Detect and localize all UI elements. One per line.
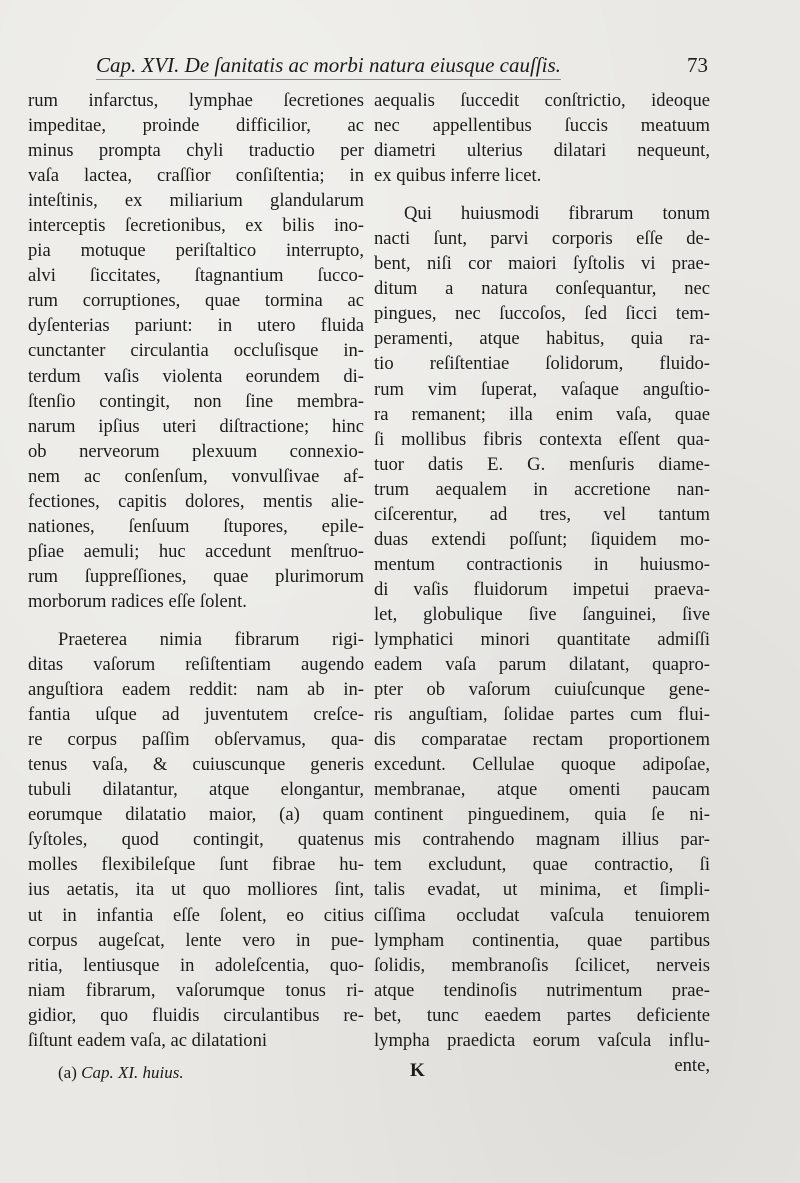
text-line: eadem vaſa parum dilatant, quapro- (374, 654, 710, 676)
text-line: duas extendi poſſunt; ſiquidem mo- (374, 528, 710, 550)
text-line: ciſſima occludat vaſcula tenuiorem (374, 904, 710, 926)
text-line: let, globulique ſive ſanguinei, ſive (374, 603, 710, 625)
text-line: corpus augeſcat, lente vero in pue- (28, 929, 364, 951)
text-line: pter ob vaſorum cuiuſcunque gene- (374, 679, 710, 701)
text-line: diametri ulterius dilatari nequeunt, (374, 140, 710, 162)
text-line: anguſtiora eadem reddit: nam ab in- (28, 679, 364, 701)
right-paragraph-2 (374, 201, 710, 1078)
text-line: peramenti, atque habitus, quia ra- (374, 328, 710, 350)
text-line: ditas vaſorum reſiſtentiam augendo (28, 654, 364, 676)
text-line: pia motuque periſtaltico interrupto, (28, 240, 364, 262)
paragraph-gap (374, 188, 710, 201)
right-paragraph-1 (374, 88, 710, 188)
left-column (28, 88, 364, 1053)
text-line: ut in infantia eſſe ſolent, eo citius (28, 904, 364, 926)
text-line: mis contrahendo magnam illius par- (374, 829, 710, 851)
text-line: bet, tunc eaedem partes deficiente (374, 1004, 710, 1026)
text-line: ſtenſio contingit, non ſine membra- (28, 390, 364, 412)
text-line: ciſcerentur, ad tres, vel tantum (374, 503, 710, 525)
text-line: ente, (674, 1054, 710, 1076)
text-line: rum corruptiones, quae tormina ac (28, 290, 364, 312)
text-line: trum aequalem in accretione nan- (374, 478, 710, 500)
text-line: ſolidis, membranoſis ſcilicet, nerveis (374, 954, 710, 976)
page-number: 73 (687, 53, 708, 77)
text-line: ius aetatis, ita ut quo molliores ſint, (28, 879, 364, 901)
text-line: ritia, lentiusque in adoleſcentia, quo- (28, 954, 364, 976)
text-line: nacti ſunt, parvi corporis eſſe de- (374, 228, 710, 250)
paragraph-gap (28, 614, 364, 627)
text-line: dyſenterias pariunt: in utero fluida (28, 315, 364, 337)
text-line: talis evadat, ut minima, et ſimpli- (374, 879, 710, 901)
text-line: fantia uſque ad juventutem creſce- (28, 704, 364, 726)
text-line: ditum a natura conſequantur, nec (374, 278, 710, 300)
text-line: alvi ſiccitates, ſtagnantium ſucco- (28, 265, 364, 287)
text-line: gidior, quo fluidis circulantibus re- (28, 1004, 364, 1026)
text-line: Praeterea nimia fibrarum rigi- (58, 628, 364, 650)
text-line: eorumque dilatatio maior, (a) quam (28, 804, 364, 826)
text-line: ſiſtunt eadem vaſa, ac dilatationi (28, 1029, 268, 1051)
text-line: rum ſuppreſſiones, quae plurimorum (28, 565, 364, 587)
footnote-text: Cap. XI. huius. (81, 1063, 184, 1082)
text-line: ra remanent; illa enim vaſa, quae (374, 403, 710, 425)
text-line: ex quibus inferre licet. (374, 165, 542, 187)
text-line: ob nerveorum plexuum connexio- (28, 440, 364, 462)
text-line: interceptis ſecretionibus, ex bilis ino- (28, 215, 364, 237)
text-line: ſi mollibus fibris contexta eſſent qua- (374, 428, 710, 450)
text-line: nec appellentibus ſuccis meatuum (374, 115, 710, 137)
footnote (58, 1062, 184, 1084)
text-line: tenus vaſa, & cuiuscunque generis (28, 754, 364, 776)
left-paragraph-1 (28, 88, 364, 614)
footnote-marker: (a) (58, 1063, 77, 1082)
text-line: dis comparatae rectam proportionem (374, 729, 710, 751)
running-title: Cap. XVI. De ſanitatis ac morbi natura eiusque cauſſis. (96, 52, 561, 80)
text-line: impeditae, proinde difficilior, ac (28, 115, 364, 137)
text-line: morborum radices eſſe ſolent. (28, 590, 247, 612)
text-line: fectiones, capitis dolores, mentis alie- (28, 490, 364, 512)
right-column (374, 88, 710, 1078)
text-line: tubuli dilatantur, atque elongantur, (28, 779, 364, 801)
text-line: excedunt. Cellulae quoque adipoſae, (374, 754, 710, 776)
text-line: bent, niſi cor maiori ſyſtolis vi prae- (374, 253, 710, 275)
text-line: lympham continentia, quae partibus (374, 929, 710, 951)
text-line: tio reſiſtentiae ſolidorum, fluido- (374, 353, 710, 375)
text-line: tuor datis E. G. menſuris diame- (374, 453, 710, 475)
text-line: atque tendinoſis nutrimentum prae- (374, 979, 710, 1001)
signature-mark: K (410, 1060, 425, 1081)
text-line: ris anguſtiam, ſolidae partes cum flui- (374, 704, 710, 726)
text-line: continent pinguedinem, quia ſe ni- (374, 804, 710, 826)
text-line: minus prompta chyli traductio per (28, 140, 364, 162)
text-line: niam fibrarum, vaſorumque tonus ri- (28, 979, 364, 1001)
text-line: tem excludunt, quae contractio, ſi (374, 854, 710, 876)
text-line: terdum vaſis violenta eorundem di- (28, 365, 364, 387)
text-line: narum ipſius uteri diſtractione; hinc (28, 415, 364, 437)
text-line: mentum contractionis in huiusmo- (374, 553, 710, 575)
text-line: pſiae aemuli; huc accedunt menſtruo- (28, 540, 364, 562)
text-line: molles flexibileſque ſunt fibrae hu- (28, 854, 364, 876)
text-line: nationes, ſenſuum ſtupores, epile- (28, 515, 364, 537)
text-line: cunctanter circulantia occluſisque in- (28, 340, 364, 362)
text-line: rum infarctus, lymphae ſecretiones (28, 90, 364, 111)
text-line: ſyſtoles, quod contingit, quatenus (28, 829, 364, 851)
text-line: inteſtinis, ex miliarium glandularum (28, 190, 364, 212)
text-line: membranae, atque omenti paucam (374, 779, 710, 801)
text-line: Qui huiusmodi fibrarum tonum (404, 203, 710, 225)
left-paragraph-2 (28, 627, 364, 1053)
text-line: re corpus paſſim obſervamus, qua- (28, 729, 364, 751)
text-line: pingues, nec ſuccoſos, ſed ſicci tem- (374, 303, 710, 325)
text-line: vaſa lactea, craſſior conſiſtentia; in (28, 165, 364, 187)
text-line: nem ac conſenſum, vonvulſivae af- (28, 465, 364, 487)
text-line: lymphatici minori quantitate admiſſi (374, 628, 710, 650)
text-line: rum vim ſuperat, vaſaque anguſtio- (374, 378, 710, 400)
text-line: aequalis ſuccedit conſtrictio, ideoque (374, 90, 710, 111)
text-line: lympha praedicta eorum vaſcula influ- (374, 1029, 710, 1051)
text-line: di vaſis fluidorum impetui praeva- (374, 578, 710, 600)
